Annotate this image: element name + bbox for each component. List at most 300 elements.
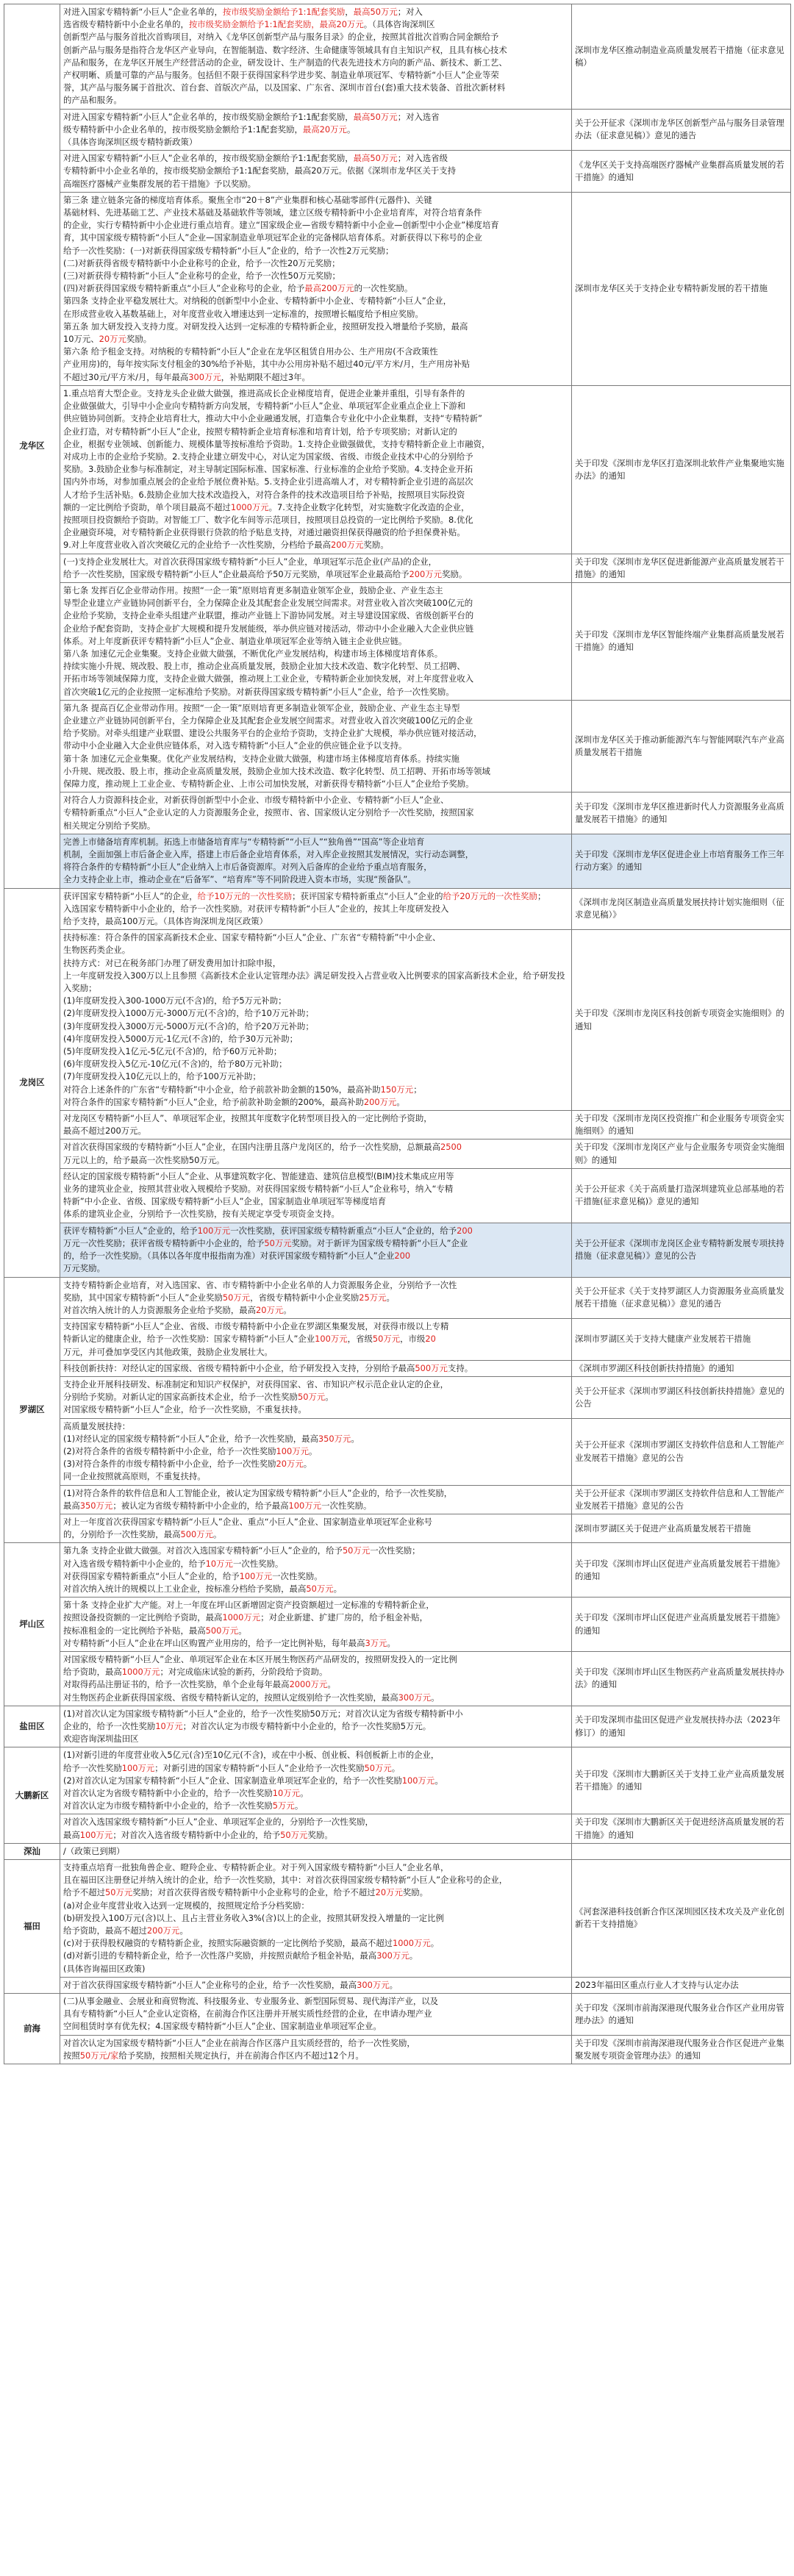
policy-row xyxy=(4,554,791,582)
policy-row xyxy=(4,1319,791,1361)
text-segment: 企业融资环境，对专精特新企业获得银行贷款的给予贴息支持，对通过融资担保获得融资的给予担保费补贴。 xyxy=(63,527,465,538)
policy-text-line xyxy=(63,1678,568,1691)
text-segment: ；对新引进的国家专精特新“小巨人”企业给予一次性奖励 xyxy=(154,1762,365,1773)
highlighted-amount: 200 xyxy=(457,1225,473,1236)
text-segment: 首次突破1亿元的企业按照一定标准给予奖励。对新获得国家级专精特新“小巨人”企业，给予一次性奖励。 xyxy=(63,686,454,697)
text-segment: 。 xyxy=(333,1583,343,1594)
text-segment: 专精特新中小企业名单的，按市级奖励金额给予1:1配套奖励，最高20万元。依据《深圳市龙华区关于支持 xyxy=(63,165,457,176)
policy-text-line xyxy=(63,1403,568,1416)
text-segment: 按标准租金的一定比例给予补贴，最高 xyxy=(63,1625,206,1636)
text-segment: 对成功上市的企业给予奖励。2.支持企业建立研发中心，对认定为国家级、省级、市级企业技术中心的分别给予 xyxy=(63,451,473,462)
policy-text-line xyxy=(63,806,568,819)
policy-content-cell xyxy=(60,1360,572,1376)
policy-text-line xyxy=(63,1112,568,1125)
policy-content-cell xyxy=(60,1706,572,1747)
policy-row xyxy=(4,930,791,1111)
policy-source-cell: 关于印发《深圳市坪山区促进产业高质量发展若干措施》的通知 xyxy=(572,1598,791,1652)
policy-text-line xyxy=(63,1979,568,1992)
policy-text-line xyxy=(63,412,568,425)
policy-text-line xyxy=(63,438,568,451)
policy-row xyxy=(4,1514,791,1542)
policy-row xyxy=(4,1977,791,1993)
district-cell: 盐田区 xyxy=(4,1706,60,1747)
policy-text-line xyxy=(63,765,568,778)
policy-text-line xyxy=(63,400,568,412)
text-segment: 给予一次性奖励，国家级专精特新“小巨人”企业最高给予50万元奖励，单项冠军企业最高给予 xyxy=(63,568,409,579)
policy-text-line xyxy=(63,1250,568,1262)
policy-text-line xyxy=(63,82,568,94)
policy-text-line xyxy=(63,931,568,944)
text-segment: 企业的，给予一次性奖励 xyxy=(63,1721,156,1731)
text-segment: (c)对于获得股权融资的专精特新企业，按照实际融资额的一定比例给予奖励，最高不超过 xyxy=(63,1938,393,1949)
policy-text-line xyxy=(63,1886,568,1899)
text-segment: 。7.支持企业数字化转型，对实施数字化改造的企业， xyxy=(268,501,470,512)
policy-content-cell xyxy=(60,1977,572,1993)
text-segment: 万元，并可叠加享受区内其他政策，鼓励企业发展壮大。 xyxy=(63,1346,273,1357)
policy-text-line xyxy=(63,1666,568,1678)
policy-row xyxy=(4,888,791,930)
text-segment: 对龙岗区专精特新“小巨人”、单项冠军企业，按照其年度数字化转型项目投入的一定比例给予资助， xyxy=(63,1113,432,1124)
text-segment: 按照项目投资额给予资助。对智能工厂、数字化车间等示范项目，按照项目总投资的一定比例给予奖励。8.优化 xyxy=(63,514,473,525)
text-segment: 带动中小企业融入大企业供应链体系，对入选专精特新“小巨人”企业的供应链企业予以支持。 xyxy=(63,740,407,751)
policy-text-line xyxy=(63,1346,568,1359)
text-segment: 万元一次性奖励；获评省级专精特新中小企业的，给予 xyxy=(63,1237,265,1248)
policy-text-line xyxy=(63,556,568,568)
policy-source-cell: 2023年福田区重点行业人才支持与认定办法 xyxy=(572,1977,791,1993)
text-segment: 一次性奖励； xyxy=(370,1545,421,1556)
highlighted-amount: 100万元 xyxy=(121,1762,155,1773)
district-cell: 前海 xyxy=(4,1994,60,2064)
text-segment: 入选国家专精特新中小企业的，给予一次性奖励。对获评专精特新“小巨人”企业的，按其上年度研发投入 xyxy=(63,903,449,914)
policy-row xyxy=(4,1994,791,2036)
district-cell: 福田 xyxy=(4,1860,60,1994)
text-segment: 对进入国家专精特新“小巨人”企业名单的， xyxy=(63,7,223,17)
policy-source-cell: 《河套深港科技创新合作区深圳园区技术攻关及产业化创新若干支持措施》 xyxy=(572,1860,791,1978)
text-segment: 获评专精特新“小巨人”企业的，给予 xyxy=(63,1225,198,1236)
text-segment: 支持专精特新企业培育，对入选国家、省、市专精特新中小企业名单的人力资源服务企业，分别给予一次性 xyxy=(63,1279,457,1290)
highlighted-amount: 20万元 xyxy=(256,1304,284,1315)
policy-row xyxy=(4,1814,791,1843)
policy-content-cell xyxy=(60,930,572,1111)
highlighted-amount: 按市级奖励金额给予1:1配套奖励，最高20万元 xyxy=(188,19,364,30)
policy-text-line xyxy=(63,1611,568,1624)
policy-row xyxy=(4,2035,791,2064)
text-segment: /（政策已到期） xyxy=(63,1845,125,1856)
policy-text-line xyxy=(63,1749,568,1761)
text-segment: 全力支持企业上市，推动企业在“后备军”、“培育库”等不同阶段进入资本市场，实现“预备队”。 xyxy=(63,874,416,885)
text-segment: 万元以上的，给予最高一次性奖励50万元。 xyxy=(63,1154,225,1165)
text-segment: 奖励；对首次获得省级专精特新中小企业称号的企业，给予不超过 xyxy=(132,1887,376,1898)
policy-text-line xyxy=(63,584,568,597)
text-segment: (二)从事金融业、会展业和商贸物流、科技服务业、专业服务业、新型国际贸易、现代海洋产业，以及 xyxy=(63,1996,439,2007)
highlighted-amount: 2000万元 xyxy=(289,1679,328,1690)
policy-text-line xyxy=(63,282,568,295)
text-segment: 第十条 支持企业扩大产能。对上一年度在坪山区新增固定资产投资额超过一定标准的专精特新企业， xyxy=(63,1600,434,1611)
policy-text-line xyxy=(63,1125,568,1137)
text-segment: 。 xyxy=(389,1979,398,1990)
policy-text-line xyxy=(63,715,568,727)
policy-text-line xyxy=(63,539,568,551)
text-segment: 。 xyxy=(283,1304,292,1315)
policy-text-line xyxy=(63,1516,568,1528)
policy-row xyxy=(4,151,791,193)
text-segment: 第九条 支持企业做大做强。对首次入选国家专精特新“小巨人”企业的，给予 xyxy=(63,1545,343,1556)
text-segment: 额的一定比例给予资助，单个项目最高不超过 xyxy=(63,501,231,512)
text-segment: 对于首次获得国家级专精特新“小巨人”企业称号的企业，给予一次性奖励，最高 xyxy=(63,1979,357,1990)
policy-text-line xyxy=(63,295,568,307)
highlighted-amount: 25万元 xyxy=(359,1292,387,1303)
text-segment: 持续实施小升规、规改股、股上市，推动企业高质量发展，鼓励企业加大技术改造、数字化转型、员工招聘、 xyxy=(63,661,465,672)
text-segment: (3)对符合条件的市级专精特新中小企业，给予一次性奖励 xyxy=(63,1459,276,1470)
policy-text-line xyxy=(63,648,568,660)
policy-source-cell: 关于公开征求《深圳市罗湖区支持软件信息和人工智能产业发展若干措施》意见的公告 xyxy=(572,1418,791,1485)
policy-row xyxy=(4,793,791,834)
text-segment: 企业打造，对专精特新“小巨人”企业，按照专精特新企业培育标准和培育计划，给予专项奖励；对新认定的 xyxy=(63,426,457,437)
text-segment: (四)对新获得国家级专精特新重点“小巨人”企业称号的企业，给予 xyxy=(63,283,305,294)
text-segment: 育，其中国家级专精特新“小巨人”企业—国家制造业单项冠军企业的完备梯队培育体系。对新获得以下称号的企业 xyxy=(63,232,482,243)
policy-text-line xyxy=(63,489,568,501)
text-segment: ；获评国家专精特新重点“小巨人”企业的 xyxy=(292,890,443,901)
text-segment: 奖励。对于新评为国家级专精特新“小巨人”企业 xyxy=(291,1237,468,1248)
text-segment: 企业给予配套资助，支持企业扩大规模和提升发展能级，举办供应链对接活动，带动中小企业融入大企业供应链 xyxy=(63,623,474,634)
text-segment: 最高 xyxy=(63,1500,80,1511)
text-segment: 高端医疗器械产业集群发展的若干措施》予以奖励。 xyxy=(63,178,256,189)
text-segment: 相关规定分别给予奖励。 xyxy=(63,820,156,831)
policy-text-line xyxy=(63,451,568,463)
text-segment: 给予奖励。对牵头组建产业联盟、建设公共服务平台的企业给予资助，支持企业扩大规模，举办供应链对接活动， xyxy=(63,728,482,739)
highlighted-amount: 50万元 xyxy=(364,1762,392,1773)
text-segment: 小升规、规改股、股上市，推动企业高质量发展，鼓励企业加大技术改造、数字化转型、员工招聘、开拓市场等领域 xyxy=(63,765,490,776)
highlighted-amount: 350万元 xyxy=(318,1433,351,1444)
text-segment: 奖励。 xyxy=(307,1829,333,1840)
text-segment: ；对入 xyxy=(397,7,423,17)
policy-row xyxy=(4,1543,791,1598)
policy-row xyxy=(4,1360,791,1376)
policy-text-line xyxy=(63,673,568,685)
text-segment: 经认定的国家级专精特新“小巨人”企业、从事建筑数字化、智能建造、建筑信息模型(BIM)技术集成应用等 xyxy=(63,1170,454,1181)
text-segment: (具体咨询福田区政策) xyxy=(63,1963,146,1974)
text-segment: (4)年度研发投入5000万元-1亿元(不含)的，给予30万元补助； xyxy=(63,1033,298,1044)
text-segment: (6)年度研发投入5亿元-10亿元(不含)的，给予80万元补助； xyxy=(63,1059,287,1070)
policy-content-cell xyxy=(60,700,572,792)
policy-text-line xyxy=(63,94,568,107)
policy-row xyxy=(4,1706,791,1747)
policy-content-cell xyxy=(60,1111,572,1139)
policy-row xyxy=(4,1139,791,1168)
policy-source-cell: 深圳市罗湖区关于促进产业高质量发展若干措施 xyxy=(572,1514,791,1542)
policy-text-line xyxy=(63,232,568,244)
policy-text-line xyxy=(63,1304,568,1317)
highlighted-amount: 200万元 xyxy=(363,1096,397,1107)
policy-source-cell: 深圳市龙华区关于支持企业专精特新发展的若干措施 xyxy=(572,192,791,385)
policy-text-line xyxy=(63,1070,568,1083)
text-segment: 奖励。 xyxy=(126,334,152,345)
text-segment: 企业，根据专业领域、创新能力、规模体量等按标准给予资助。1.支持企业做强做优，支持专精特新企业上市融资， xyxy=(63,438,490,449)
text-segment: 对符合人力资源科技企业，对新获得创新型中小企业、市级专精特新中小企业、专精特新“小巨人”企业、 xyxy=(63,795,449,806)
highlighted-amount: 350万元 xyxy=(79,1500,113,1511)
text-segment: 完善上市储备培育库机制。拓选上市储备培育库与“专精特新”“小巨人”“独角兽”“国高”等企业培育 xyxy=(63,836,425,847)
policy-text-line xyxy=(63,321,568,333)
policy-text-line xyxy=(63,1020,568,1033)
text-segment: 。 xyxy=(351,1433,360,1444)
policy-text-line xyxy=(63,861,568,873)
policy-text-line xyxy=(63,1874,568,1886)
policy-source-cell: 《深圳市罗湖区科技创新扶持措施》的通知 xyxy=(572,1360,791,1376)
text-segment: 产品和服务，在龙华区开展生产经营活动的企业，研发设计、生产制造的代表先进技术方向的新产品、新技术、新工艺、 xyxy=(63,57,507,68)
policy-source-cell: 《深圳市龙岗区制造业高质量发展扶持计划实施细则（征求意见稿）》 xyxy=(572,888,791,930)
text-segment: 。 xyxy=(391,1762,401,1773)
text-segment: 专精特新重点“小巨人”企业认定的人力资源服务企业，按照市、省、国家级认定分别给予一次性奖励，按照国家 xyxy=(63,807,474,818)
policy-text-line xyxy=(63,1708,568,1720)
text-segment: 最高不超过200万元。 xyxy=(63,1126,146,1137)
text-segment: 。 xyxy=(434,1775,443,1786)
policy-text-line xyxy=(63,1170,568,1183)
policy-text-line xyxy=(63,1045,568,1058)
policy-row xyxy=(4,1111,791,1139)
text-segment: 企业做强做大，引导中小企业向专精特新方向发展，专精特新“小巨人”企业、单项冠军企业重点企业上下游和 xyxy=(63,401,466,412)
highlighted-amount: 50万元 xyxy=(104,1887,133,1898)
policy-text-line xyxy=(63,1816,568,1828)
policy-text-line xyxy=(63,820,568,832)
policy-source-cell: 关于公开征求《关于高质量打造深圳建筑业总部基地的若干措施(征求意见稿)》意见的通知 xyxy=(572,1168,791,1223)
policy-text-line xyxy=(63,1183,568,1195)
text-segment: (2)对首次认定为国家专精特新“小巨人”企业、国家制造业单项冠军企业的，给予一次性奖励 xyxy=(63,1775,402,1786)
highlighted-amount: 1000万元 xyxy=(222,1612,261,1623)
highlighted-amount: 500万元 xyxy=(180,1529,214,1540)
text-segment: ，省级 xyxy=(347,1334,373,1345)
district-cell: 龙岗区 xyxy=(4,888,60,1277)
text-segment: 对生物医药企业新获得国家级、省级专精特新认定的，按照认定级别给予一次性奖励，最高 xyxy=(63,1692,398,1703)
text-segment: 誉，其产品与服务属于首批次、首台套、首版次产品，以及国家、广东省、深圳市首台(套)重大技术装备、首批次新材料 xyxy=(63,82,506,93)
text-segment: 对符合条件的国家专精特新“小巨人”企业，给予前款补助金额的200%，最高补助 xyxy=(63,1096,364,1107)
policy-table-body xyxy=(4,4,791,2064)
text-segment: 最高 xyxy=(63,1829,80,1840)
policy-text-line xyxy=(63,794,568,806)
policy-source-cell: 关于印发深圳市盐田区促进产业发展扶持办法（2023年修订）的通知 xyxy=(572,1706,791,1747)
policy-text-line xyxy=(63,136,568,149)
text-segment: ；对首次认定为市级专精特新中小企业的，给予一次性奖励5万元。 xyxy=(182,1721,432,1731)
text-segment: 。 xyxy=(179,1925,188,1936)
policy-text-line xyxy=(63,1653,568,1666)
text-segment: 体系的建筑业企业，分别给予一次性奖励，按有关规定享受专项资金支持。 xyxy=(63,1209,340,1220)
policy-text-line xyxy=(63,1925,568,1937)
policy-text-line xyxy=(63,1733,568,1745)
highlighted-amount: 1000万元 xyxy=(230,501,269,512)
text-segment: 生物医药类企业。 xyxy=(63,945,131,956)
policy-row xyxy=(4,4,791,110)
text-segment: (二)对新获得省级专精特新中小企业称号的企业，给予一次性20万元奖励； xyxy=(63,257,340,268)
highlighted-amount: 10万元 xyxy=(205,1558,233,1569)
policy-text-line xyxy=(63,568,568,581)
policy-text-line xyxy=(63,1154,568,1167)
policy-source-cell: 深圳市罗湖区关于支持大健康产业发展若干措施 xyxy=(572,1319,791,1361)
text-segment: 人才给予生活补贴。6.鼓励企业加大技术改造投入，对符合条件的技术改造项目给予补贴，按照项目实际投资 xyxy=(63,489,465,500)
policy-table xyxy=(4,4,791,2064)
text-segment: ；对企业新建、扩建厂房的，给予租金补贴， xyxy=(260,1612,429,1623)
policy-text-line xyxy=(63,740,568,752)
policy-text-line xyxy=(63,1900,568,1912)
text-segment: 万元奖励。 xyxy=(63,1263,105,1274)
policy-text-line xyxy=(63,1237,568,1250)
text-segment: 体系。对上年度新获评专精特新“小巨人”企业、制造业单项冠军企业等纳入链主企业供应链。 xyxy=(63,635,407,646)
policy-source-cell xyxy=(572,1843,791,1859)
policy-text-line xyxy=(63,660,568,673)
highlighted-amount: 20 xyxy=(425,1334,436,1345)
text-segment: 奖励。 xyxy=(402,1887,429,1898)
district-cell: 大鹏新区 xyxy=(4,1747,60,1843)
policy-row xyxy=(4,700,791,792)
text-segment: 对上一年度首次获得国家专精特新“小巨人”企业、重点“小巨人”企业、国家制造业单项冠军企业称号 xyxy=(63,1516,433,1527)
policy-content-cell xyxy=(60,4,572,110)
policy-source-cell: 关于印发《深圳市龙岗区投资推广和企业服务专项资金实施细则》的通知 xyxy=(572,1111,791,1139)
text-segment: ，市级 xyxy=(400,1334,426,1345)
policy-row xyxy=(4,385,791,554)
policy-text-line xyxy=(63,1262,568,1275)
policy-source-cell: 关于公开征求《关于支持罗湖区人力资源服务业高质量发展若干措施（征求意见稿）》意见的通告 xyxy=(572,1277,791,1319)
policy-text-line xyxy=(63,1058,568,1070)
district-cell: 龙华区 xyxy=(4,4,60,889)
policy-content-cell xyxy=(60,1139,572,1168)
policy-content-cell xyxy=(60,192,572,385)
policy-content-cell xyxy=(60,385,572,554)
text-segment: ；被认定为省级专精特新中小企业的，给予最高 xyxy=(112,1500,289,1511)
policy-text-line xyxy=(63,903,568,915)
policy-source-cell: 关于印发《深圳市龙华区促进新能源产业高质量发展若干措施》的通知 xyxy=(572,554,791,582)
policy-text-line xyxy=(63,1775,568,1787)
text-segment: 分别给予奖励。对新认定的国家高新技术企业，给予一次性奖励 xyxy=(63,1392,298,1403)
district-cell: 深汕 xyxy=(4,1843,60,1859)
text-segment: 给予不超过 xyxy=(63,1887,105,1898)
policy-text-line xyxy=(63,944,568,956)
policy-row xyxy=(4,1277,791,1319)
highlighted-amount: 300万元 xyxy=(398,1692,432,1703)
text-segment: 对国家级专精特新“小巨人”企业、单项冠军企业在本区开展生物医药产品研发的，按照研发投入的一定比例 xyxy=(63,1653,457,1664)
policy-text-line xyxy=(63,526,568,539)
policy-row xyxy=(4,192,791,385)
policy-text-line xyxy=(63,44,568,57)
highlighted-amount: 20万元 xyxy=(99,334,126,345)
policy-text-line xyxy=(63,207,568,219)
policy-text-line xyxy=(63,1762,568,1775)
text-segment: (1)对首次认定为国家级专精特新“小巨人”企业的，给予一次性奖励50万元；对首次认定为省级专精特新中小 xyxy=(63,1708,463,1719)
text-segment: 对首次获得国家级的专精特新“小巨人”企业，在国内注册且落户龙岗区的，给予一次性奖励，总额最高 xyxy=(63,1142,440,1153)
text-segment: 的，给予一次性奖励。（具体以各年度申报指南为准）对获评国家级专精特新“小巨人”企业 xyxy=(63,1251,395,1262)
text-segment: 10万元、 xyxy=(63,334,99,345)
policy-row xyxy=(4,1168,791,1223)
text-segment: 奖励。 xyxy=(442,568,468,579)
policy-row xyxy=(4,1418,791,1485)
text-segment: 支持重点培育一批独角兽企业、瞪羚企业、专精特新企业。对于列入国家级专精特新“小巨人”企业名单， xyxy=(63,1862,449,1873)
text-segment: (3)年度研发投入3000万元-5000万元(不含)的，给予20万元补助； xyxy=(63,1020,314,1031)
text-segment: 对专精特新“小巨人”企业在坪山区购置产业用房的，给予一定比例补贴，每年最高 xyxy=(63,1637,365,1648)
text-segment: ；对完成临床试验的新药，分阶段给予资助。 xyxy=(160,1667,328,1678)
policy-text-line xyxy=(63,727,568,740)
text-segment: 一次性奖励。 xyxy=(321,1500,372,1511)
policy-content-cell xyxy=(60,109,572,151)
policy-text-line xyxy=(63,1362,568,1375)
policy-text-line xyxy=(63,1445,568,1458)
text-segment: 对符合上述条件的广东省“专精特新”中小企业，给予前款补助金额的150%，最高补助 xyxy=(63,1084,381,1095)
policy-text-line xyxy=(63,358,568,371)
text-segment: 支持企业开展科技研发、标准制定和知识产权保护，对获得国家、省、市知识产权示范企业认定的企业， xyxy=(63,1378,448,1389)
policy-text-line xyxy=(63,371,568,384)
text-segment: ；对首次入选省级专精特新中小企业的，给予 xyxy=(112,1829,281,1840)
policy-content-cell xyxy=(60,1168,572,1223)
policy-text-line xyxy=(63,2020,568,2033)
text-segment: 产业用房)的，每年按实际支付租金的30%给予补贴，其中办公用房补贴不超过40元/平方米/月，生产用房补贴 xyxy=(63,359,471,370)
policy-content-cell xyxy=(60,1651,572,1706)
policy-text-line xyxy=(63,970,568,995)
text-segment: 对国家级专精特新“小巨人”企业，给予一次性奖励，不重复扶持。 xyxy=(63,1404,307,1415)
policy-text-line xyxy=(63,890,568,903)
policy-text-line xyxy=(63,1333,568,1345)
policy-text-line xyxy=(63,257,568,270)
policy-content-cell xyxy=(60,1814,572,1843)
text-segment: 9.对上年度营业收入首次突破亿元的企业给予一次性奖励，分档给予最高 xyxy=(63,540,331,551)
highlighted-amount: 100万元 xyxy=(239,1570,273,1581)
policy-text-line xyxy=(63,57,568,69)
policy-text-line xyxy=(63,1279,568,1292)
text-segment: 1.重点培育大型企业。支持龙头企业做大做强，推进高成长企业梯度培育，促进企业兼并重组，引导有条件的 xyxy=(63,387,465,398)
text-segment: 扶持标准：符合条件的国家高新技术企业、国家专精特新“小巨人”企业、广东省“专精特新”中小企业、 xyxy=(63,932,441,943)
policy-content-cell xyxy=(60,1376,572,1418)
policy-text-line xyxy=(63,1995,568,2008)
policy-text-line xyxy=(63,1320,568,1333)
policy-text-line xyxy=(63,1861,568,1874)
text-segment: 的企业，实行专精特新中小企业进行重点培育。建立“国家级企业—省级专精特新中小企业—创新型中小企业”梯度培育 xyxy=(63,220,499,231)
text-segment: (1)年度研发投入300-1000万元(不含)的，给予5万元补助； xyxy=(63,995,287,1006)
highlighted-amount: 100万元 xyxy=(197,1225,231,1236)
text-segment: 保障力度，推动规上工业企业、专精特新企业、上市公司加快发展，对新获得专精特新“小巨人”企业给予奖励。 xyxy=(63,778,474,789)
text-segment: 第六条 给予租金支持。对纳税的专精特新“小巨人”企业在龙华区租赁自用办公、生产用房(不含政策性 xyxy=(63,346,438,357)
text-segment: (1)对新引进的年度营业收入5亿元(含)至10亿元(不含)，或在中小板、创业板、科创板新上市的企业， xyxy=(63,1750,440,1761)
highlighted-amount: 50万元 xyxy=(372,1334,401,1345)
highlighted-amount: 500万元 xyxy=(205,1625,239,1636)
text-segment: 在形成营业收入基数基础上，对年度营业收入增速达到一定标准的，按照增长幅度给予相应奖励。 xyxy=(63,308,423,319)
policy-content-cell xyxy=(60,1747,572,1814)
highlighted-amount: 50万元 xyxy=(280,1829,308,1840)
text-segment: (a)对企业年度营业收入达到一定规模的，按照规定给予分档奖励： xyxy=(63,1900,310,1911)
text-segment: ，省级专精特新中小企业奖励 xyxy=(250,1292,360,1303)
policy-row xyxy=(4,1598,791,1652)
highlighted-amount: 300万元 xyxy=(188,371,221,382)
highlighted-amount: 50万元 xyxy=(222,1292,251,1303)
text-segment: （具体咨询深圳区级专精特新政策） xyxy=(63,137,198,148)
text-segment: 给予奖励，按照相关规定执行，并在前海合作区内不超过12个月。 xyxy=(118,2050,364,2061)
policy-row xyxy=(4,1747,791,1814)
highlighted-amount: 50万元/家 xyxy=(79,2050,119,2061)
policy-row xyxy=(4,1223,791,1277)
highlighted-amount: 300万元 xyxy=(376,1950,409,1961)
highlighted-amount: 50万元 xyxy=(306,1583,334,1594)
text-segment: 支持。 xyxy=(447,1362,473,1373)
text-segment: 对首次纳入统计的规模以上工业企业，按标准分档给予奖励，最高 xyxy=(63,1583,307,1594)
text-segment: 机制，全面加强上市后备企业入库，搭建上市后备企业培育体系，对入库企业按照其发展情况，实行动态调整， xyxy=(63,849,474,859)
text-segment: 开拓市场等领域保障力度，支持企业做大做强，推动规上工业企业，专精特新企业加快发展，对上年度营业收入 xyxy=(63,673,474,684)
policy-text-line xyxy=(63,18,568,31)
policy-text-line xyxy=(63,1433,568,1445)
policy-text-line xyxy=(63,346,568,358)
policy-text-line xyxy=(63,609,568,622)
policy-text-line xyxy=(63,476,568,488)
policy-text-line xyxy=(63,1391,568,1403)
policy-content-cell xyxy=(60,888,572,930)
policy-source-cell: 关于印发《深圳市龙华区推进新时代人力资源服务业高质量发展若干措施》的通知 xyxy=(572,793,791,834)
text-segment: 同一企业按照就高原则，不重复扶持。 xyxy=(63,1471,206,1482)
policy-text-line xyxy=(63,1800,568,1812)
policy-text-line xyxy=(63,915,568,928)
highlighted-amount: 最高50万元 xyxy=(353,153,398,164)
